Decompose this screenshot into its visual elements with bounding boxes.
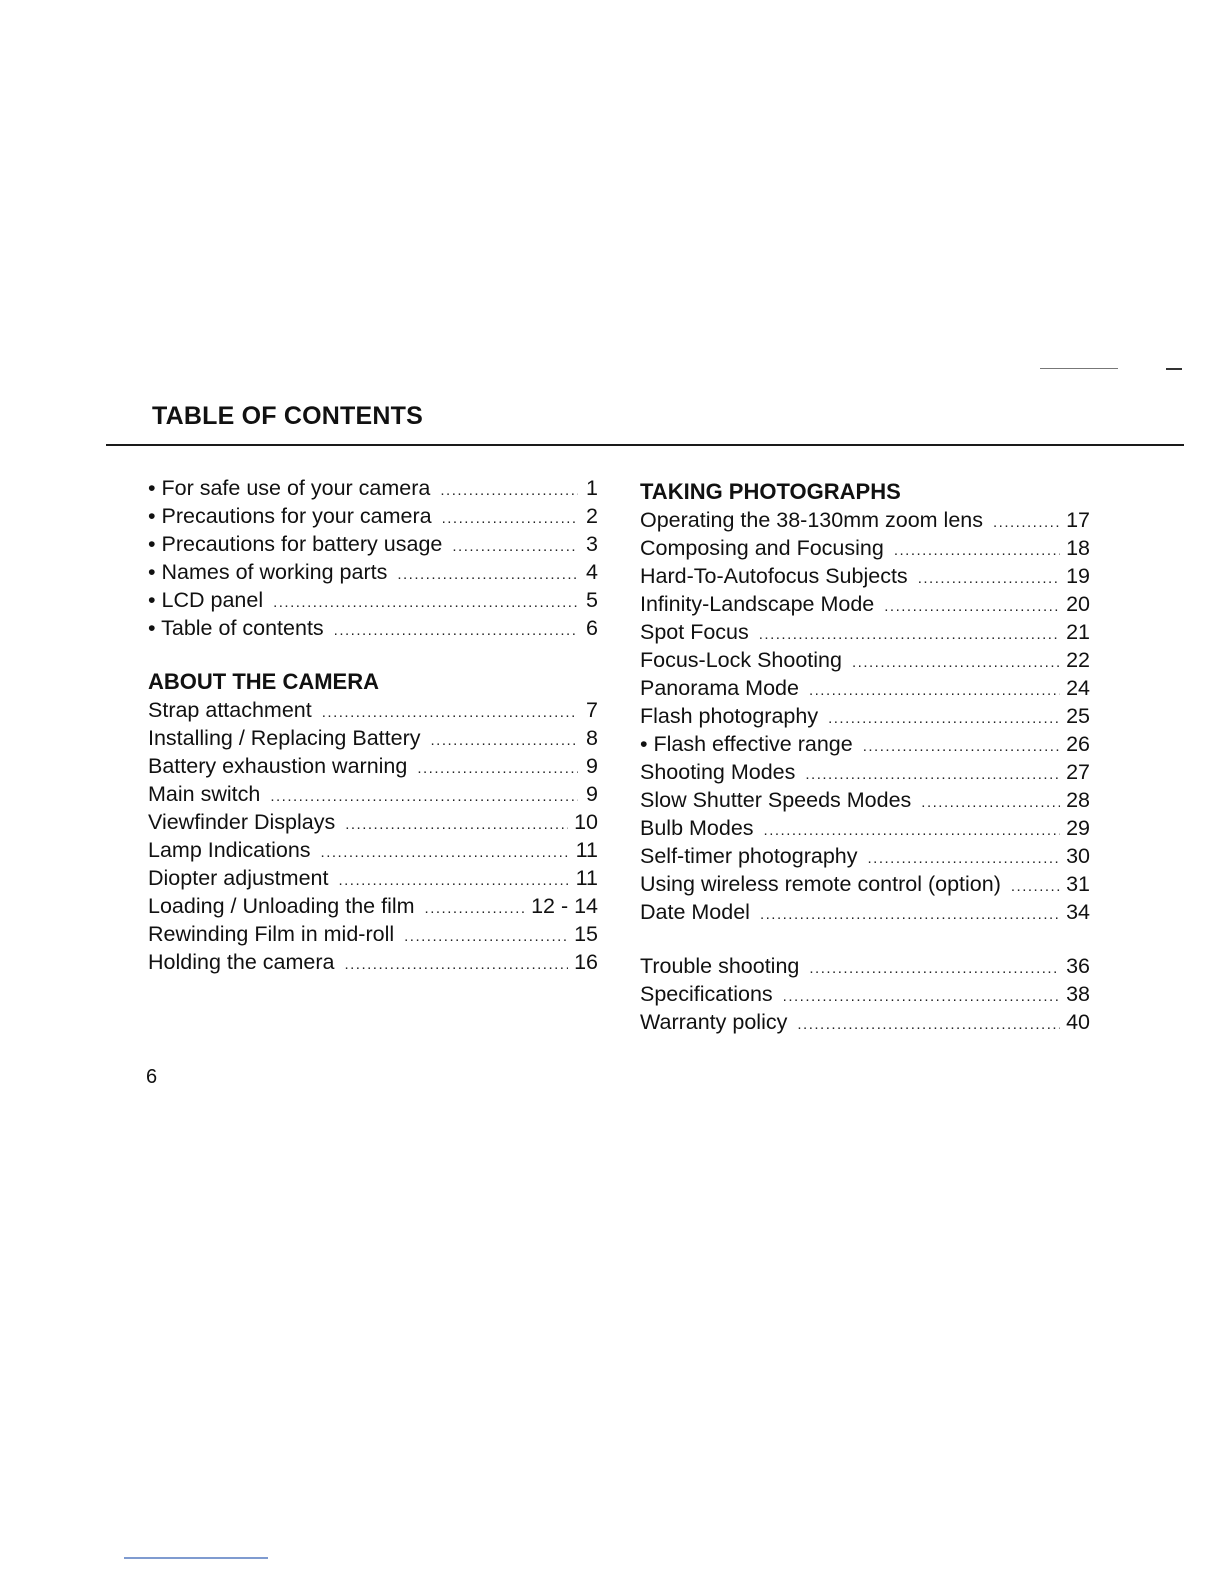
- toc-entry: [640, 674, 1090, 702]
- toc-entry-page: 24: [1066, 676, 1090, 700]
- toc-entry-page: 38: [1066, 982, 1090, 1006]
- toc-entry: [148, 558, 598, 586]
- dot-leader: [338, 867, 569, 895]
- toc-entry-page: 12 - 14: [531, 894, 598, 918]
- toc-intro-list: [148, 474, 598, 642]
- dot-leader: [894, 537, 1060, 565]
- toc-entry-page: 22: [1066, 648, 1090, 672]
- toc-entry-label: Trouble shooting: [640, 954, 800, 978]
- toc-entry-label: • Precautions for your camera: [148, 504, 432, 528]
- toc-entry-label: Battery exhaustion warning: [148, 754, 408, 778]
- toc-entry-page: 1: [586, 476, 598, 500]
- dot-leader: [863, 733, 1060, 761]
- toc-entry-label: • Table of contents: [148, 616, 324, 640]
- dot-leader: [321, 839, 570, 867]
- dot-leader: [344, 951, 568, 979]
- toc-entry-page: 16: [574, 950, 598, 974]
- toc-entry: [148, 836, 598, 864]
- toc-entry-label: • LCD panel: [148, 588, 264, 612]
- toc-entry: [640, 786, 1090, 814]
- dot-leader: [921, 789, 1060, 817]
- toc-entry-page: 7: [586, 698, 598, 722]
- section-heading: ABOUT THE CAMERA: [148, 669, 379, 694]
- toc-entry: [148, 614, 598, 642]
- dot-leader: [783, 983, 1060, 1011]
- dot-leader: [797, 1011, 1060, 1039]
- toc-left-column: [148, 474, 598, 976]
- dot-leader: [452, 533, 578, 561]
- toc-entry: [640, 618, 1090, 646]
- dot-leader: [322, 699, 578, 727]
- dot-leader: [1011, 873, 1060, 901]
- toc-entry-label: • Flash effective range: [640, 732, 853, 756]
- dot-leader: [764, 817, 1061, 845]
- toc-entry: [148, 864, 598, 892]
- toc-entry-page: 19: [1066, 564, 1090, 588]
- scan-mark: [124, 1557, 268, 1559]
- dot-leader: [918, 565, 1060, 593]
- toc-entry-label: Infinity-Landscape Mode: [640, 592, 875, 616]
- toc-entry: [148, 502, 598, 530]
- toc-entry-label: Installing / Replacing Battery: [148, 726, 421, 750]
- dot-leader: [760, 901, 1060, 929]
- toc-extra-list: [640, 952, 1090, 1036]
- title-divider: [106, 444, 1184, 446]
- toc-entry-label: • Names of working parts: [148, 560, 388, 584]
- dot-leader: [442, 505, 578, 533]
- page-title: TABLE OF CONTENTS: [152, 402, 423, 430]
- toc-entry: [148, 724, 598, 752]
- dot-leader: [809, 677, 1060, 705]
- toc-entry-page: 5: [586, 588, 598, 612]
- toc-entry-label: Date Model: [640, 900, 750, 924]
- toc-entry: [148, 780, 598, 808]
- toc-entry-label: Holding the camera: [148, 950, 335, 974]
- dot-leader: [440, 477, 578, 505]
- toc-entry-label: Main switch: [148, 782, 261, 806]
- dot-leader: [404, 923, 568, 951]
- toc-entry: [148, 948, 598, 976]
- toc-entry: [640, 534, 1090, 562]
- toc-entry: [148, 752, 598, 780]
- toc-entry-page: 20: [1066, 592, 1090, 616]
- toc-entry-label: Bulb Modes: [640, 816, 754, 840]
- dot-leader: [868, 845, 1061, 873]
- toc-entry-label: Flash photography: [640, 704, 819, 728]
- toc-entry: [640, 870, 1090, 898]
- toc-entry: [148, 808, 598, 836]
- toc-entry-page: 9: [586, 782, 598, 806]
- toc-entry-page: 10: [574, 810, 598, 834]
- toc-entry-page: 18: [1066, 536, 1090, 560]
- scan-mark: [1166, 368, 1182, 370]
- dot-leader: [809, 955, 1060, 983]
- toc-entry-page: 8: [586, 726, 598, 750]
- toc-entry-label: Lamp Indications: [148, 838, 311, 862]
- toc-entry: [640, 898, 1090, 926]
- toc-entry-label: Rewinding Film in mid-roll: [148, 922, 395, 946]
- toc-entry-page: 11: [575, 866, 598, 890]
- toc-entry: [640, 730, 1090, 758]
- dot-leader: [993, 509, 1060, 537]
- toc-entry-label: Strap attachment: [148, 698, 312, 722]
- toc-entry-page: 29: [1066, 816, 1090, 840]
- scan-mark: [1040, 368, 1118, 369]
- toc-entry-page: 9: [586, 754, 598, 778]
- toc-entry: [640, 562, 1090, 590]
- dot-leader: [425, 895, 526, 923]
- toc-entry-label: Panorama Mode: [640, 676, 799, 700]
- toc-entry-page: 17: [1066, 508, 1090, 532]
- toc-entry: [640, 702, 1090, 730]
- toc-entry: [640, 814, 1090, 842]
- dot-leader: [334, 617, 578, 645]
- toc-entry-label: Using wireless remote control (option): [640, 872, 1001, 896]
- dot-leader: [430, 727, 578, 755]
- dot-leader: [270, 783, 578, 811]
- toc-entry-page: 27: [1066, 760, 1090, 784]
- toc-entry-page: 40: [1066, 1010, 1090, 1034]
- toc-entry-page: 31: [1066, 872, 1090, 896]
- dot-leader: [828, 705, 1060, 733]
- toc-entry-label: Slow Shutter Speeds Modes: [640, 788, 912, 812]
- toc-entry-page: 15: [574, 922, 598, 946]
- toc-entry: [148, 530, 598, 558]
- toc-entry: [640, 590, 1090, 618]
- toc-entry-label: Diopter adjustment: [148, 866, 329, 890]
- page-number: 6: [146, 1066, 158, 1088]
- dot-leader: [345, 811, 568, 839]
- toc-entry: [640, 842, 1090, 870]
- dot-leader: [884, 593, 1060, 621]
- toc-section-list: [640, 506, 1090, 926]
- dot-leader: [417, 755, 578, 783]
- toc-entry: [640, 506, 1090, 534]
- toc-entry-page: 28: [1066, 788, 1090, 812]
- toc-entry-label: Operating the 38-130mm zoom lens: [640, 508, 983, 532]
- toc-entry-page: 30: [1066, 844, 1090, 868]
- toc-entry-label: Shooting Modes: [640, 760, 796, 784]
- toc-entry-page: 6: [586, 616, 598, 640]
- toc-entry-page: 26: [1066, 732, 1090, 756]
- toc-entry-page: 36: [1066, 954, 1090, 978]
- toc-entry-label: Composing and Focusing: [640, 536, 884, 560]
- toc-entry-page: 4: [586, 560, 598, 584]
- toc-entry: [640, 646, 1090, 674]
- toc-entry-label: Self-timer photography: [640, 844, 858, 868]
- toc-entry: [640, 952, 1090, 980]
- toc-entry-label: Hard-To-Autofocus Subjects: [640, 564, 908, 588]
- toc-entry: [640, 980, 1090, 1008]
- toc-entry-label: • For safe use of your camera: [148, 476, 431, 500]
- dot-leader: [273, 589, 578, 617]
- toc-right-column: [640, 478, 1090, 1036]
- toc-entry: [640, 1008, 1090, 1036]
- toc-entry-label: Viewfinder Displays: [148, 810, 336, 834]
- toc-entry: [148, 474, 598, 502]
- toc-entry: [148, 696, 598, 724]
- dot-leader: [397, 561, 578, 589]
- dot-leader: [759, 621, 1060, 649]
- toc-section-list: [148, 696, 598, 976]
- toc-entry-page: 11: [575, 838, 598, 862]
- toc-entry: [148, 892, 598, 920]
- toc-entry-page: 21: [1066, 620, 1090, 644]
- toc-entry-label: Warranty policy: [640, 1010, 788, 1034]
- toc-entry-page: 3: [586, 532, 598, 556]
- toc-entry: [640, 758, 1090, 786]
- toc-entry-label: Spot Focus: [640, 620, 749, 644]
- toc-entry: [148, 586, 598, 614]
- toc-entry-page: 25: [1066, 704, 1090, 728]
- toc-entry-label: • Precautions for battery usage: [148, 532, 443, 556]
- section-heading: TAKING PHOTOGRAPHS: [640, 479, 901, 504]
- toc-entry-label: Loading / Unloading the film: [148, 894, 415, 918]
- dot-leader: [852, 649, 1060, 677]
- toc-entry: [148, 920, 598, 948]
- toc-entry-page: 34: [1066, 900, 1090, 924]
- toc-entry-label: Focus-Lock Shooting: [640, 648, 842, 672]
- dot-leader: [805, 761, 1060, 789]
- toc-entry-page: 2: [586, 504, 598, 528]
- toc-entry-label: Specifications: [640, 982, 773, 1006]
